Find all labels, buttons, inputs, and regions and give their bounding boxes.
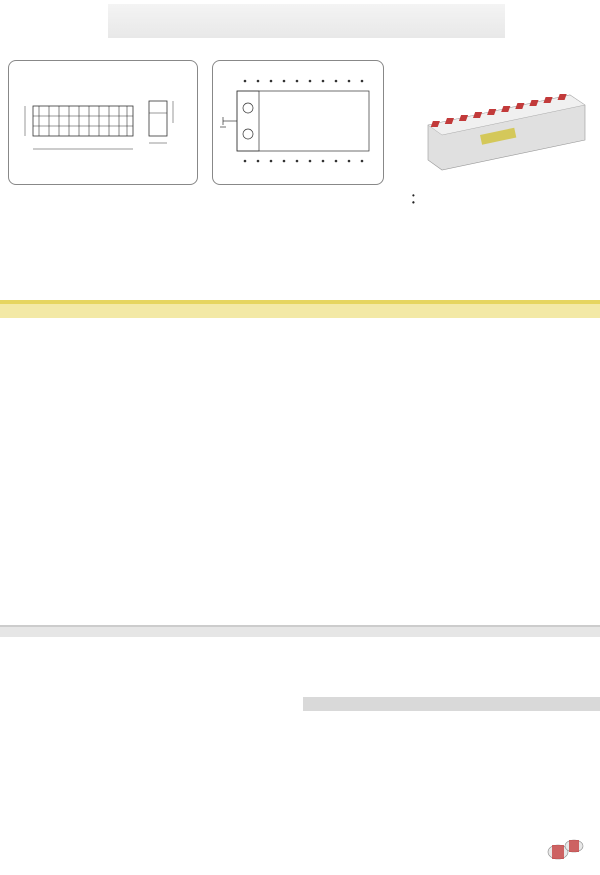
product-image [420, 85, 590, 180]
circuit-diagram [212, 60, 384, 185]
order-title-row [0, 625, 600, 638]
circuit-diagram-svg [213, 61, 385, 186]
order-table [0, 625, 600, 638]
gdt-image-svg [538, 828, 593, 868]
spec-table [0, 300, 600, 318]
dimension-drawing-svg [9, 61, 199, 186]
page-header [0, 0, 600, 40]
product-image-svg [420, 85, 590, 180]
spare-title [303, 697, 600, 711]
feature-list [412, 190, 592, 197]
dimension-drawing [8, 60, 198, 185]
spec-table-header [0, 300, 600, 318]
spare-subtitle [303, 711, 600, 721]
gdt-image [538, 828, 593, 868]
header-band [108, 4, 505, 38]
